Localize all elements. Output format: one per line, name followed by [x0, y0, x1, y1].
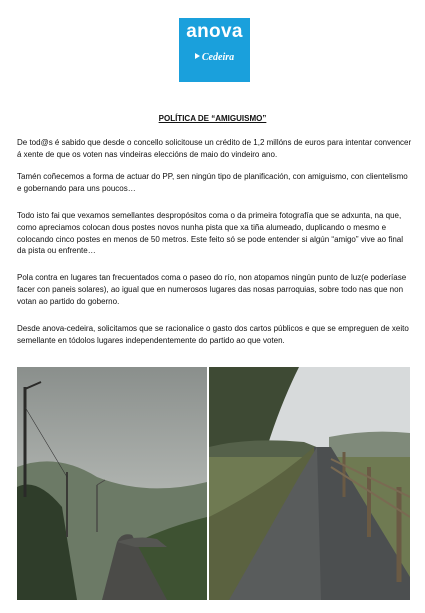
- paragraph-1: De tod@s é sabido que desde o concello solicitouse un crédito de 1,2 millóns de euros para intentar convencer á xente de que os voten nas vindeiras eleccións de maio do vindeiro ano.: [17, 138, 412, 159]
- paragraph-5: Desde anova-cedeira, solicitamos que se racionalice o gasto dos cartos públicos e que se empreguen de xeito semellante en tódolos lugares independentemente do partido ao que voten.: [17, 324, 409, 345]
- riverside-path-photo: [209, 367, 410, 600]
- document-title: POLÍTICA DE “AMIGUISMO”: [158, 114, 267, 123]
- arrow-icon: [195, 53, 200, 59]
- logo-subtitle: [179, 52, 250, 63]
- street-lamps-road-photo: [17, 367, 207, 600]
- logo-subtitle-text: Cedeira: [201, 52, 235, 63]
- paragraph-3: Todo isto fai que vexamos semellantes despropósitos coma o da primeira fotografía que se adxunta, na que, como apreciamos colocan dous postes novos nunha pista que xa tiña alumeado, duplicando o mesmo e colocando cinco postes en menos de 50 metros. Este feito só se pode entender si algún “amigo” vive ao final da pista ou enfrente…: [17, 211, 404, 256]
- paragraph-4: Pola contra en lugares tan frecuentados coma o paseo do río, non atopamos ningún punto de luz(e poderíase facer con paneis solares), ao igual que en numerosos lugares das nosas parroquias, sobre todo nas que non votan ao partido do goberno.: [17, 273, 407, 306]
- logo-brand: anova: [186, 21, 243, 42]
- anova-logo: [179, 18, 250, 82]
- paragraph-2: Tamén coñecemos a forma de actuar do PP, sen ningún tipo de planificación, con amiguismo, con clientelismo e gobernando para uns poucos…: [17, 172, 408, 193]
